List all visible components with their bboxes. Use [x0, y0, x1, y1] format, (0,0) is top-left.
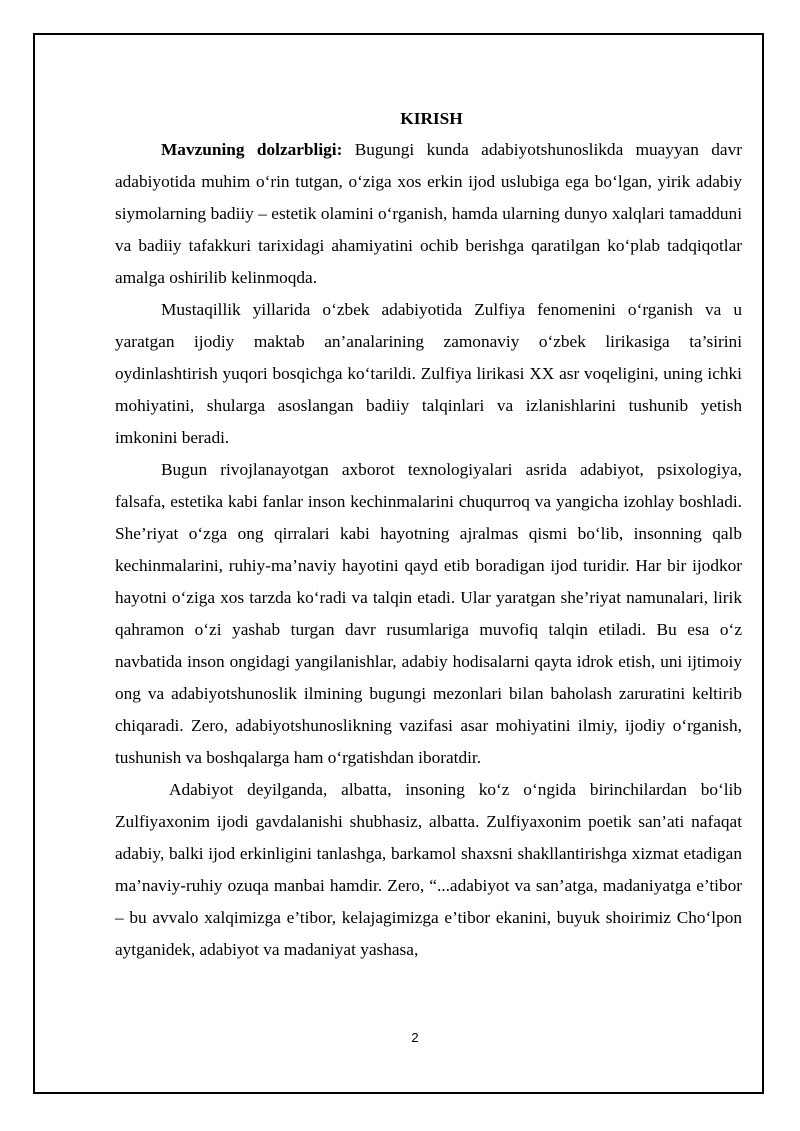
relevance-text: Bugungi kunda adabiyotshunoslikda muayyan davr adabiyotida muhim o‘rin tutgan, o‘ziga xos erkin ijod uslubiga ega bo‘lgan, yirik adabiy siymolarning badiiy – estetik olamini o‘rganish, hamda ularning dunyo xalqlari tamadduni va badiiy tafakkuri tarixidagi ahamiyatini ochib berishga qaratilgan ko‘plab tadqiqotlar amalga oshirilib kelinmoqda.	[115, 140, 742, 287]
paragraph-relevance	[115, 134, 742, 294]
document-body	[115, 107, 742, 966]
section-heading: KIRISH	[400, 109, 463, 128]
paragraph-technology: Bugun rivojlanayotgan axborot texnologiyalari asrida adabiyot, psixologiya, falsafa, estetika kabi fanlar inson kechinmalarini chuqurroq va yangicha izohlay boshladi. She’riyat o‘zga ong qirralari kabi hayotning ajralmas qismi bo‘lib, insonning qalb kechinmalarini, ruhiy-ma’naviy hayotini qayd etib boradigan ijod turidir. Har bir ijodkor hayotni o‘ziga xos tarzda ko‘radi va talqin etadi. Ular yaratgan she’riyat namunalari, lirik qahramon o‘zi yashab turgan davr rusumlariga muvofiq talqin etiladi. Bu esa o‘z navbatida inson ongidagi yangilanishlar, adabiy hodisalarni qayta idrok etish, uni ijtimoiy ong va adabiyotshunoslik ilmining bugungi mezonlari bilan baholash zaruratini keltirib chiqaradi. Zero, adabiyotshunoslikning vazifasi asar mohiyatini ilmiy, ijodiy o‘rganish, tushunish va boshqalarga ham o‘rgatishdan iboratdir.	[115, 460, 742, 767]
paragraph-literature: Adabiyot deyilganda, albatta, insoning ko‘z o‘ngida birinchilardan bo‘lib Zulfiyaxonim ijodi gavdalanishi shubhasiz, albatta. Zulfiyaxonim poetik san’ati nafaqat adabiy, balki ijod erkinligini tanlashga, barkamol shaxsni shakllantirishga xizmat etadigan ma’naviy-ruhiy ozuqa manbai hamdir. Zero, “...adabiyot va san’atga, madaniyatga e’tibor – bu avvalo xalqimizga e’tibor, kelajagimizga e’tibor ekanini, buyuk shoirimiz Cho‘lpon aytganidek, adabiyot va madaniyat yashasa,	[115, 780, 742, 959]
relevance-label: Mavzuning dolzarbligi:	[161, 140, 343, 159]
page-number: 2	[411, 1030, 419, 1045]
paragraph-independence: Mustaqillik yillarida o‘zbek adabiyotida Zulfiya fenomenini o‘rganish va u yaratgan ijodiy maktab an’analarining zamonaviy o‘zbek lirikasiga ta’sirini oydinlashtirish yuqori bosqichga ko‘tarildi. Zulfiya lirikasi XX asr voqeligini, uning ichki mohiyatini, shularga asoslangan badiiy talqinlari va izlanishlarini tushunib yetish imkonini beradi.	[115, 300, 742, 447]
